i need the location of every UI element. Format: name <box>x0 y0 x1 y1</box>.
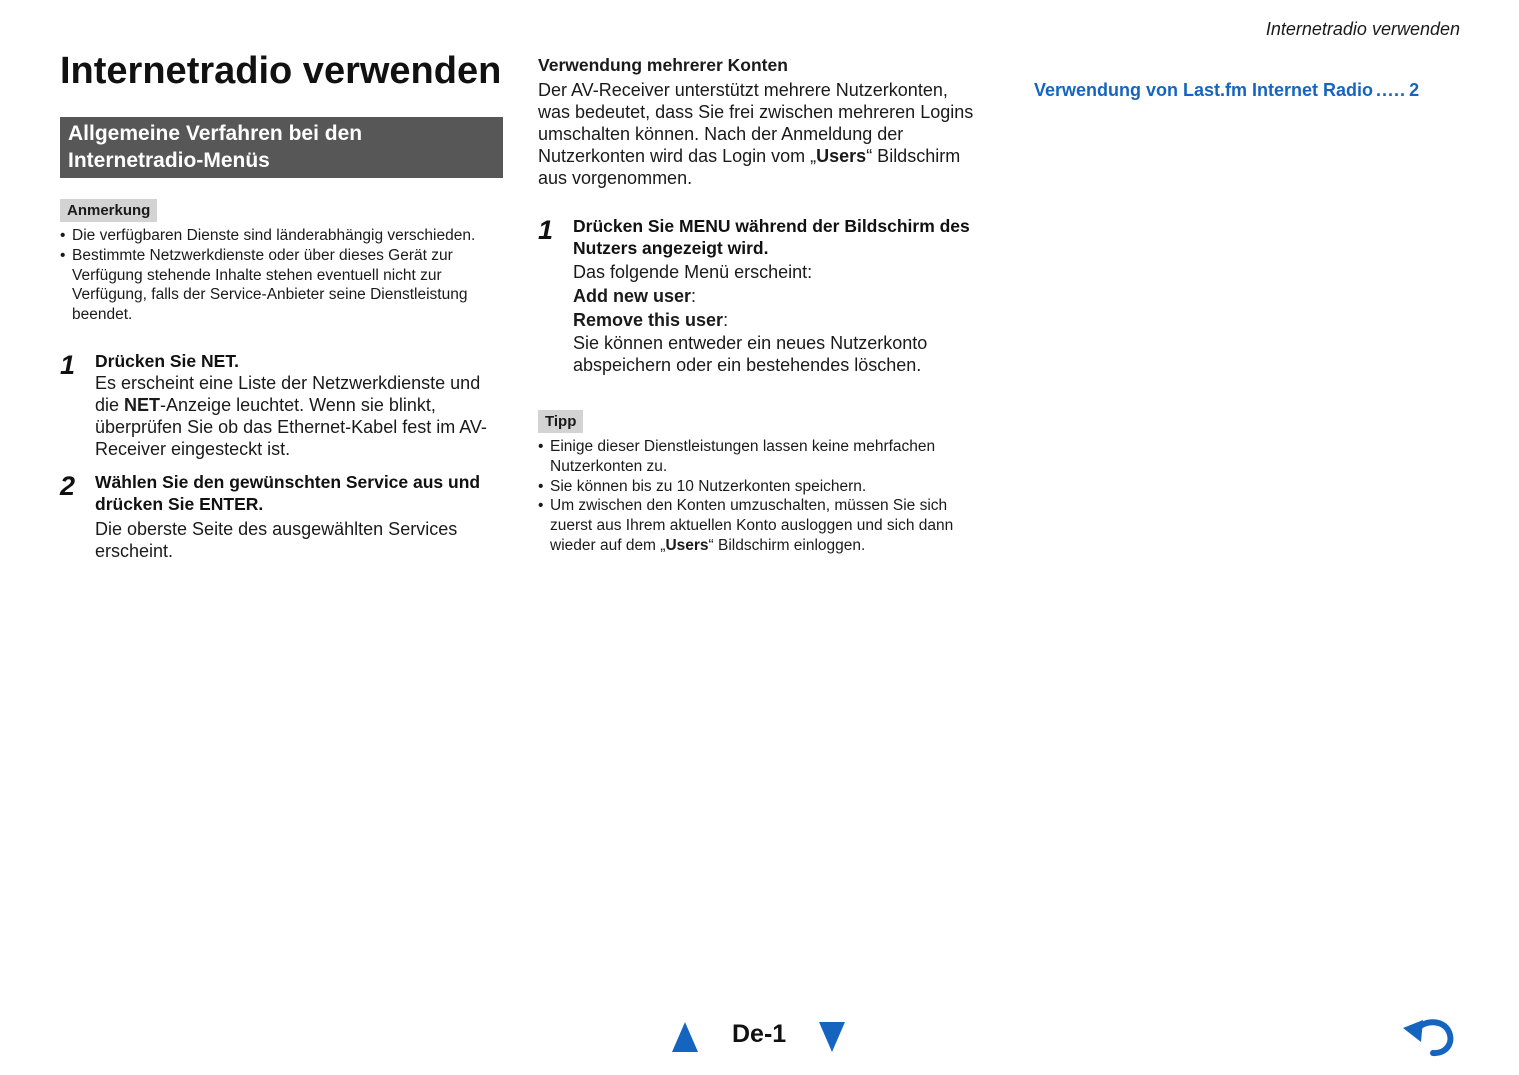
list-item: • Bestimmte Netzwerkdienste oder über dieses Gerät zur Verfügung stehende Inhalte stehen eventuell nicht zur Verfügung, falls der Service-Anbieter seine Dienstleistung beendet. <box>60 246 504 325</box>
step-number: 1 <box>60 350 76 380</box>
toc-page-number: 2 <box>1409 80 1420 100</box>
list-item: • Sie können bis zu 10 Nutzerkonten speichern. <box>538 477 980 497</box>
list-item: • Um zwischen den Konten umzuschalten, müssen Sie sich zuerst aus Ihrem aktuellen Konto ausloggen und sich dann wieder auf dem „Users“ Bildschirm einloggen. <box>538 496 980 555</box>
toc-link-text: Verwendung von Last.fm Internet Radio <box>1034 80 1374 100</box>
step-heading: Wählen Sie den gewünschten Service aus und drücken Sie ENTER. <box>95 472 481 514</box>
step-text: Die oberste Seite des ausgewählten Services erscheint. <box>95 519 458 561</box>
toc-dots: ..... <box>1376 80 1407 100</box>
step-heading: Drücken Sie NET. <box>95 351 239 371</box>
page-title: Internetradio verwenden <box>60 50 502 92</box>
note-label: Anmerkung <box>60 199 157 222</box>
tip-label: Tipp <box>538 410 583 433</box>
menu-option-add: Add new user: <box>573 286 697 306</box>
return-arrow-icon <box>1401 1012 1457 1058</box>
step-number: 1 <box>538 215 554 245</box>
step-number: 2 <box>60 471 76 501</box>
subheading: Verwendung mehrerer Konten <box>538 55 788 75</box>
previous-page-button[interactable] <box>672 1022 698 1057</box>
section-heading: Allgemeine Verfahren bei den Internetradio-Menüs <box>60 117 503 178</box>
tip-list <box>538 437 980 556</box>
menu-intro: Das folgende Menü erscheint: <box>573 262 813 282</box>
list-item: • Die verfügbaren Dienste sind länderabhängig verschieden. <box>60 226 504 246</box>
return-button[interactable] <box>1401 1012 1457 1063</box>
running-header: Internetradio verwenden <box>1265 19 1460 39</box>
toc-link-lastfm[interactable] <box>1034 80 1430 101</box>
step-text: Es erscheint eine Liste der Netzwerkdienste und die NET-Anzeige leuchtet. Wenn sie blinkt, überprüfen Sie ob das Ethernet-Kabel fest im AV-Receiver eingesteckt ist. <box>95 373 487 459</box>
triangle-up-icon <box>672 1022 698 1052</box>
list-item: • Einige dieser Dienstleistungen lassen keine mehrfachen Nutzerkonten zu. <box>538 437 980 477</box>
step-text: Sie können entweder ein neues Nutzerkonto abspeichern oder ein bestehendes löschen. <box>573 333 928 375</box>
page-number: De-1 <box>732 1020 787 1048</box>
note-list <box>60 226 504 325</box>
menu-option-remove: Remove this user: <box>573 310 729 330</box>
intro-paragraph: Der AV-Receiver unterstützt mehrere Nutzerkonten, was bedeutet, dass Sie frei zwischen mehreren Logins umschalten können. Nach der Anmeldung der Nutzerkonten wird das Login vom „Users“ Bildschirm aus vorgenommen. <box>538 80 974 188</box>
triangle-down-icon <box>819 1022 845 1052</box>
step-heading: Drücken Sie MENU während der Bildschirm des Nutzers angezeigt wird. <box>573 216 970 258</box>
next-page-button[interactable] <box>819 1022 845 1057</box>
